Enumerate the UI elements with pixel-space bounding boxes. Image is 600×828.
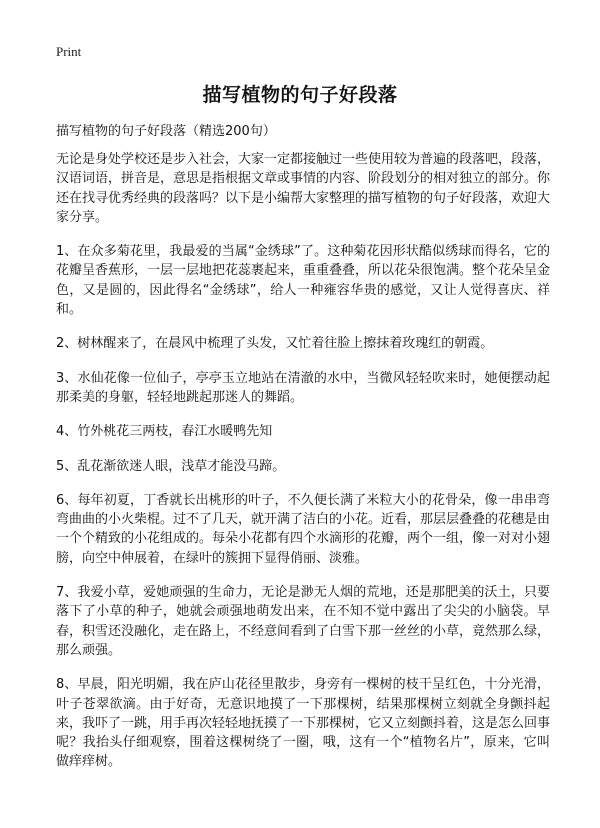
paragraph-5: 5、乱花渐欲迷人眼，浅草才能没马蹄。 [56,458,286,474]
paragraph-2: 2、树林醒来了，在晨风中梳理了头发，又忙着往脸上擦抹着玫瑰红的朝霞。 [56,336,494,352]
page-title: 描写植物的句子好段落 [202,84,398,106]
print-link[interactable]: Print [56,44,82,59]
document-subtitle: 描写植物的句子好段落（精选200句） [56,124,276,139]
paragraph-7: 7、我爱小草，爱她顽强的生命力，无论是渺无人烟的荒地，还是那肥美的沃土，只要落下了小草的种子，她就会顽强地萌发出来，在不知不觉中露出了尖尖的小脑袋。早春，积雪还没融化，走在路上，不经意间看到了白雪下那一丝丝的小草，竟然那么绿，那么顽强。 [56,585,551,658]
paragraph-6: 6、每年初夏，丁香就长出桃形的叶子，不久便长满了米粒大小的花骨朵，像一串串弯弯曲曲的小火柴棍。过不了几天，就开满了洁白的小花。近看，那层层叠叠的花穗是由一个个精致的小花组成的。每朵小花都有四个水滴形的花瓣，两个一组，像一对对小翅膀，向空中伸展着，在绿叶的簇拥下显得俏丽、淡雅。 [56,492,551,566]
document-body [56,150,550,787]
paragraph-8: 8、早晨，阳光明媚，我在庐山花径里散步，身旁有一棵树的枝干呈红色，十分光滑，叶子苍翠欲滴。由于好奇，无意识地摸了一下那棵树，结果那棵树立刻就全身颤抖起来，我吓了一跳，用手再次轻轻地抚摸了一下那棵树，它又立刻颤抖着，这是怎么回事呢？我抬头仔细观察，围着这棵树绕了一圈，哦，这有一个“植物名片”，原来，它叫做痒痒树。 [56,677,551,770]
paragraph-1: 1、在众多菊花里，我最爱的当属“金绣球”了。这种菊花因形状酷似绣球而得名，它的花瓣呈香蕉形，一层一层地把花蕊裹起来，重重叠叠，所以花朵很饱满。整个花朵呈金色，又是圆的，因此得名“金绣球”，给人一种雍容华贵的感觉，又让人觉得喜庆、祥和。 [56,244,551,318]
intro-paragraph: 无论是身处学校还是步入社会，大家一定都接触过一些使用较为普遍的段落吧，段落，汉语词语，拼音是，意思是指根据文章或事情的内容、阶段划分的相对独立的部分。你还在找寻优秀经典的段落吗？以下是小编帮大家整理的描写植物的句子好段落，欢迎大家分享。 [56,152,551,225]
paragraph-4: 4、竹外桃花三两枝，春江水暖鸭先知 [56,424,273,440]
paragraph-3: 3、水仙花像一位仙子，亭亭玉立地站在清澈的水中，当微风轻轻吹来时，她便摆动起那柔美的身躯，轻轻地跳起那迷人的舞蹈。 [56,370,550,405]
